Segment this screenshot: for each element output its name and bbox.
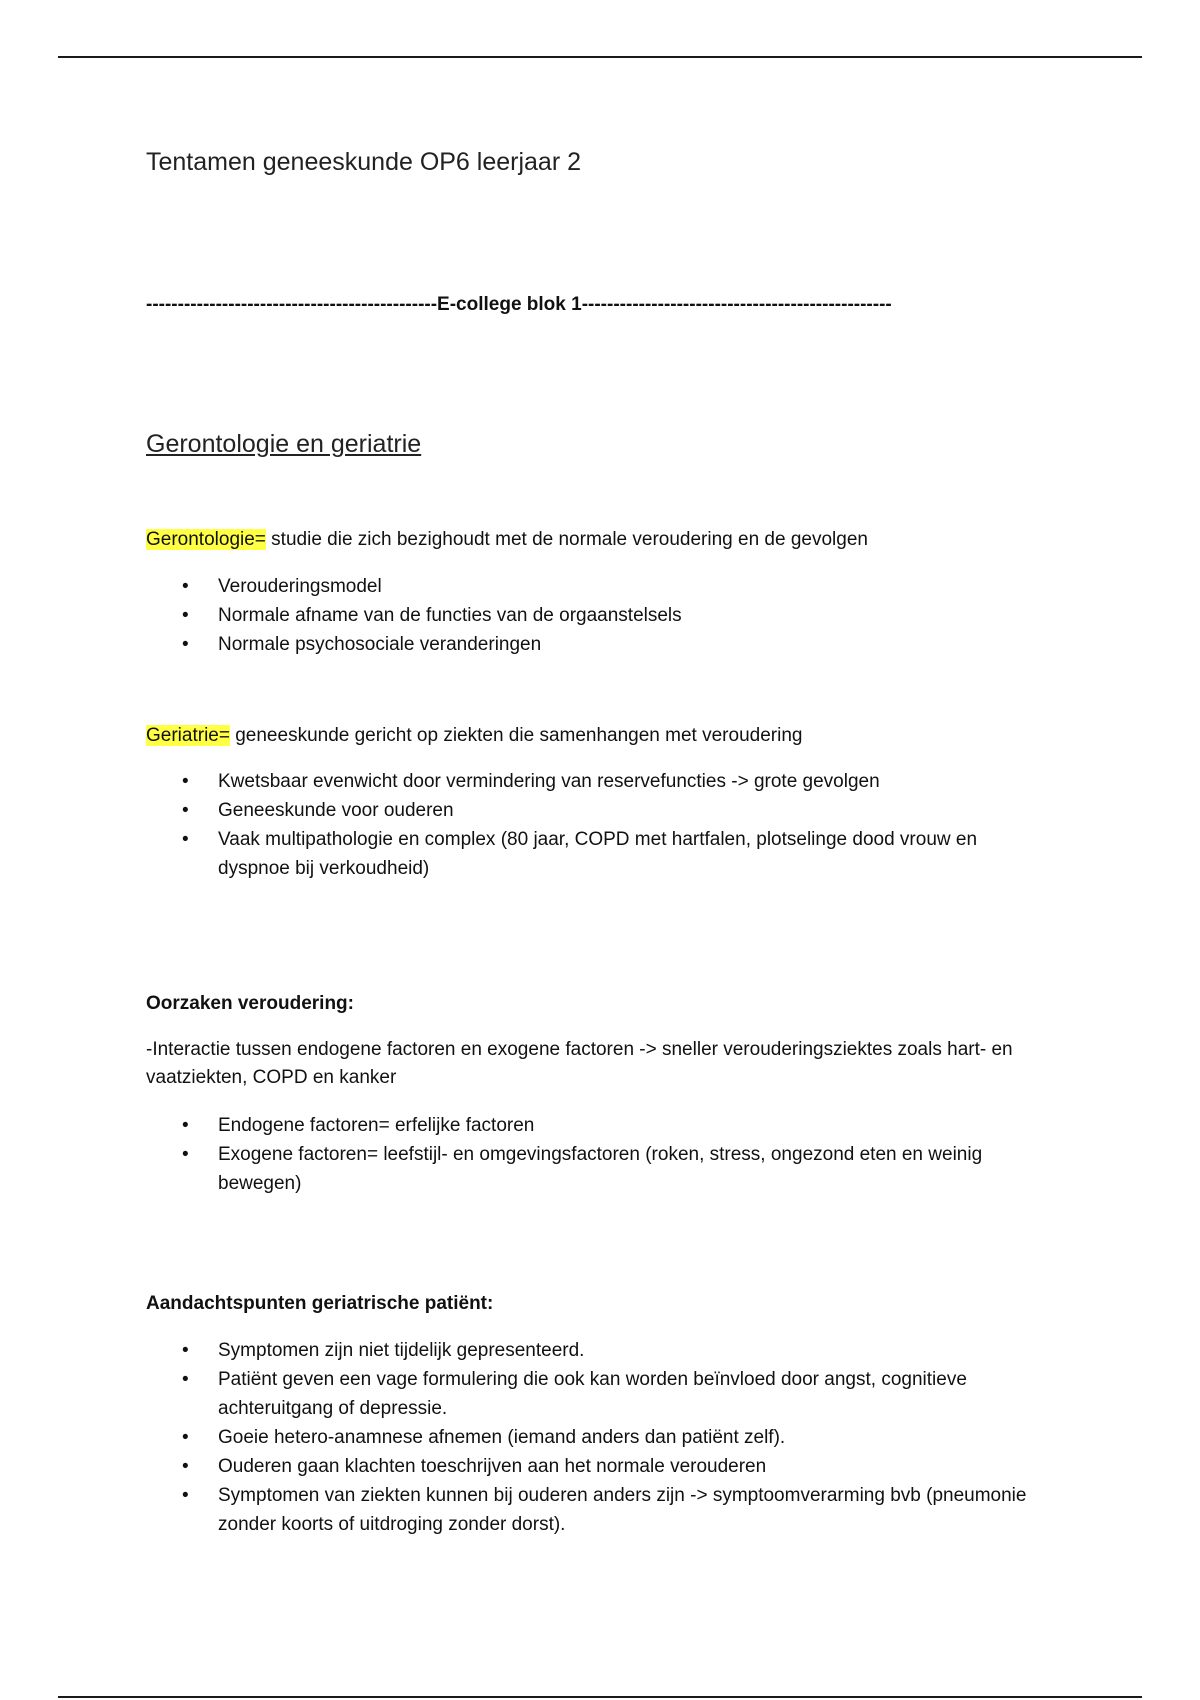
list-item-text: Kwetsbaar evenwicht door vermindering van reservefuncties -> grote gevolgen <box>218 771 880 792</box>
list-item <box>146 1140 1046 1198</box>
list-item-text: Goeie hetero-anamnese afnemen (iemand anders dan patiënt zelf). <box>218 1427 786 1448</box>
gerontologie-text: studie die zich bezighoudt met de normale veroudering en de gevolgen <box>265 529 868 550</box>
bullet-icon: • <box>182 1340 189 1361</box>
aandachtspunten-heading: Aandachtspunten geriatrische patiënt: <box>146 1293 494 1314</box>
oorzaken-heading: Oorzaken veroudering: <box>146 993 354 1014</box>
list-item <box>146 1365 1046 1423</box>
list-item <box>146 572 1046 601</box>
list-item <box>146 630 1046 659</box>
bullet-icon: • <box>182 1115 189 1136</box>
list-item-text: Endogene factoren= erfelijke factoren <box>218 1115 535 1136</box>
bullet-icon: • <box>182 800 189 821</box>
geriatrie-term: Geriatrie= <box>146 725 230 746</box>
list-item-text: Normale afname van de functies van de orgaanstelsels <box>218 605 682 626</box>
bullet-icon: • <box>182 1427 189 1448</box>
bullet-icon: • <box>182 829 189 850</box>
gerontologie-term: Gerontologie= <box>146 529 266 550</box>
bullet-icon: • <box>182 1456 189 1477</box>
header-rule <box>58 56 1142 58</box>
gerontologie-list <box>146 572 1046 659</box>
list-item-text: Verouderingsmodel <box>218 576 382 597</box>
list-item <box>146 1111 1046 1140</box>
list-item <box>146 1336 1046 1365</box>
section-heading: Gerontologie en geriatrie <box>146 430 422 458</box>
list-item <box>146 796 1046 825</box>
geriatrie-list <box>146 767 1046 883</box>
list-item-text: Ouderen gaan klachten toeschrijven aan het normale verouderen <box>218 1456 767 1477</box>
bullet-icon: • <box>182 1144 189 1165</box>
list-item <box>146 1452 1046 1481</box>
list-item-text: Vaak multipathologie en complex (80 jaar, COPD met hartfalen, plotselinge dood vrouw en dyspnoe bij verkoudheid) <box>218 829 978 879</box>
document-title: Tentamen geneeskunde OP6 leerjaar 2 <box>146 148 582 176</box>
geriatrie-text: geneeskunde gericht op ziekten die samenhangen met veroudering <box>229 725 803 746</box>
list-item <box>146 601 1046 630</box>
list-item-text: Exogene factoren= leefstijl- en omgevingsfactoren (roken, stress, ongezond eten en weinig bewegen) <box>218 1144 983 1194</box>
footer-rule <box>58 1696 1142 1698</box>
bullet-icon: • <box>182 1369 189 1390</box>
list-item-text: Geneeskunde voor ouderen <box>218 800 454 821</box>
aandachtspunten-list <box>146 1336 1046 1539</box>
oorzaken-list <box>146 1111 1046 1198</box>
geriatrie-definition <box>146 722 1046 750</box>
list-item <box>146 767 1046 796</box>
list-item-text: Symptomen van ziekten kunnen bij ouderen anders zijn -> symptoomverarming bvb (pneumonie zonder koorts of uitdroging zonder dorst). <box>218 1485 1027 1535</box>
section-divider: ----------------------------------------------E-college blok 1------------------------------------------------- <box>146 294 892 315</box>
list-item <box>146 825 1046 883</box>
bullet-icon: • <box>182 634 189 655</box>
bullet-icon: • <box>182 1485 189 1506</box>
list-item <box>146 1481 1046 1539</box>
bullet-icon: • <box>182 771 189 792</box>
bullet-icon: • <box>182 576 189 597</box>
bullet-icon: • <box>182 605 189 626</box>
list-item-text: Patiënt geven een vage formulering die ook kan worden beïnvloed door angst, cognitieve achteruitgang of depressie. <box>218 1369 967 1419</box>
list-item <box>146 1423 1046 1452</box>
gerontologie-definition <box>146 526 1046 554</box>
list-item-text: Symptomen zijn niet tijdelijk gepresenteerd. <box>218 1340 585 1361</box>
list-item-text: Normale psychosociale veranderingen <box>218 634 542 655</box>
oorzaken-text: -Interactie tussen endogene factoren en exogene factoren -> sneller verouderingsziektes zoals hart- en vaatziekten, COPD en kanker <box>146 1039 1013 1088</box>
